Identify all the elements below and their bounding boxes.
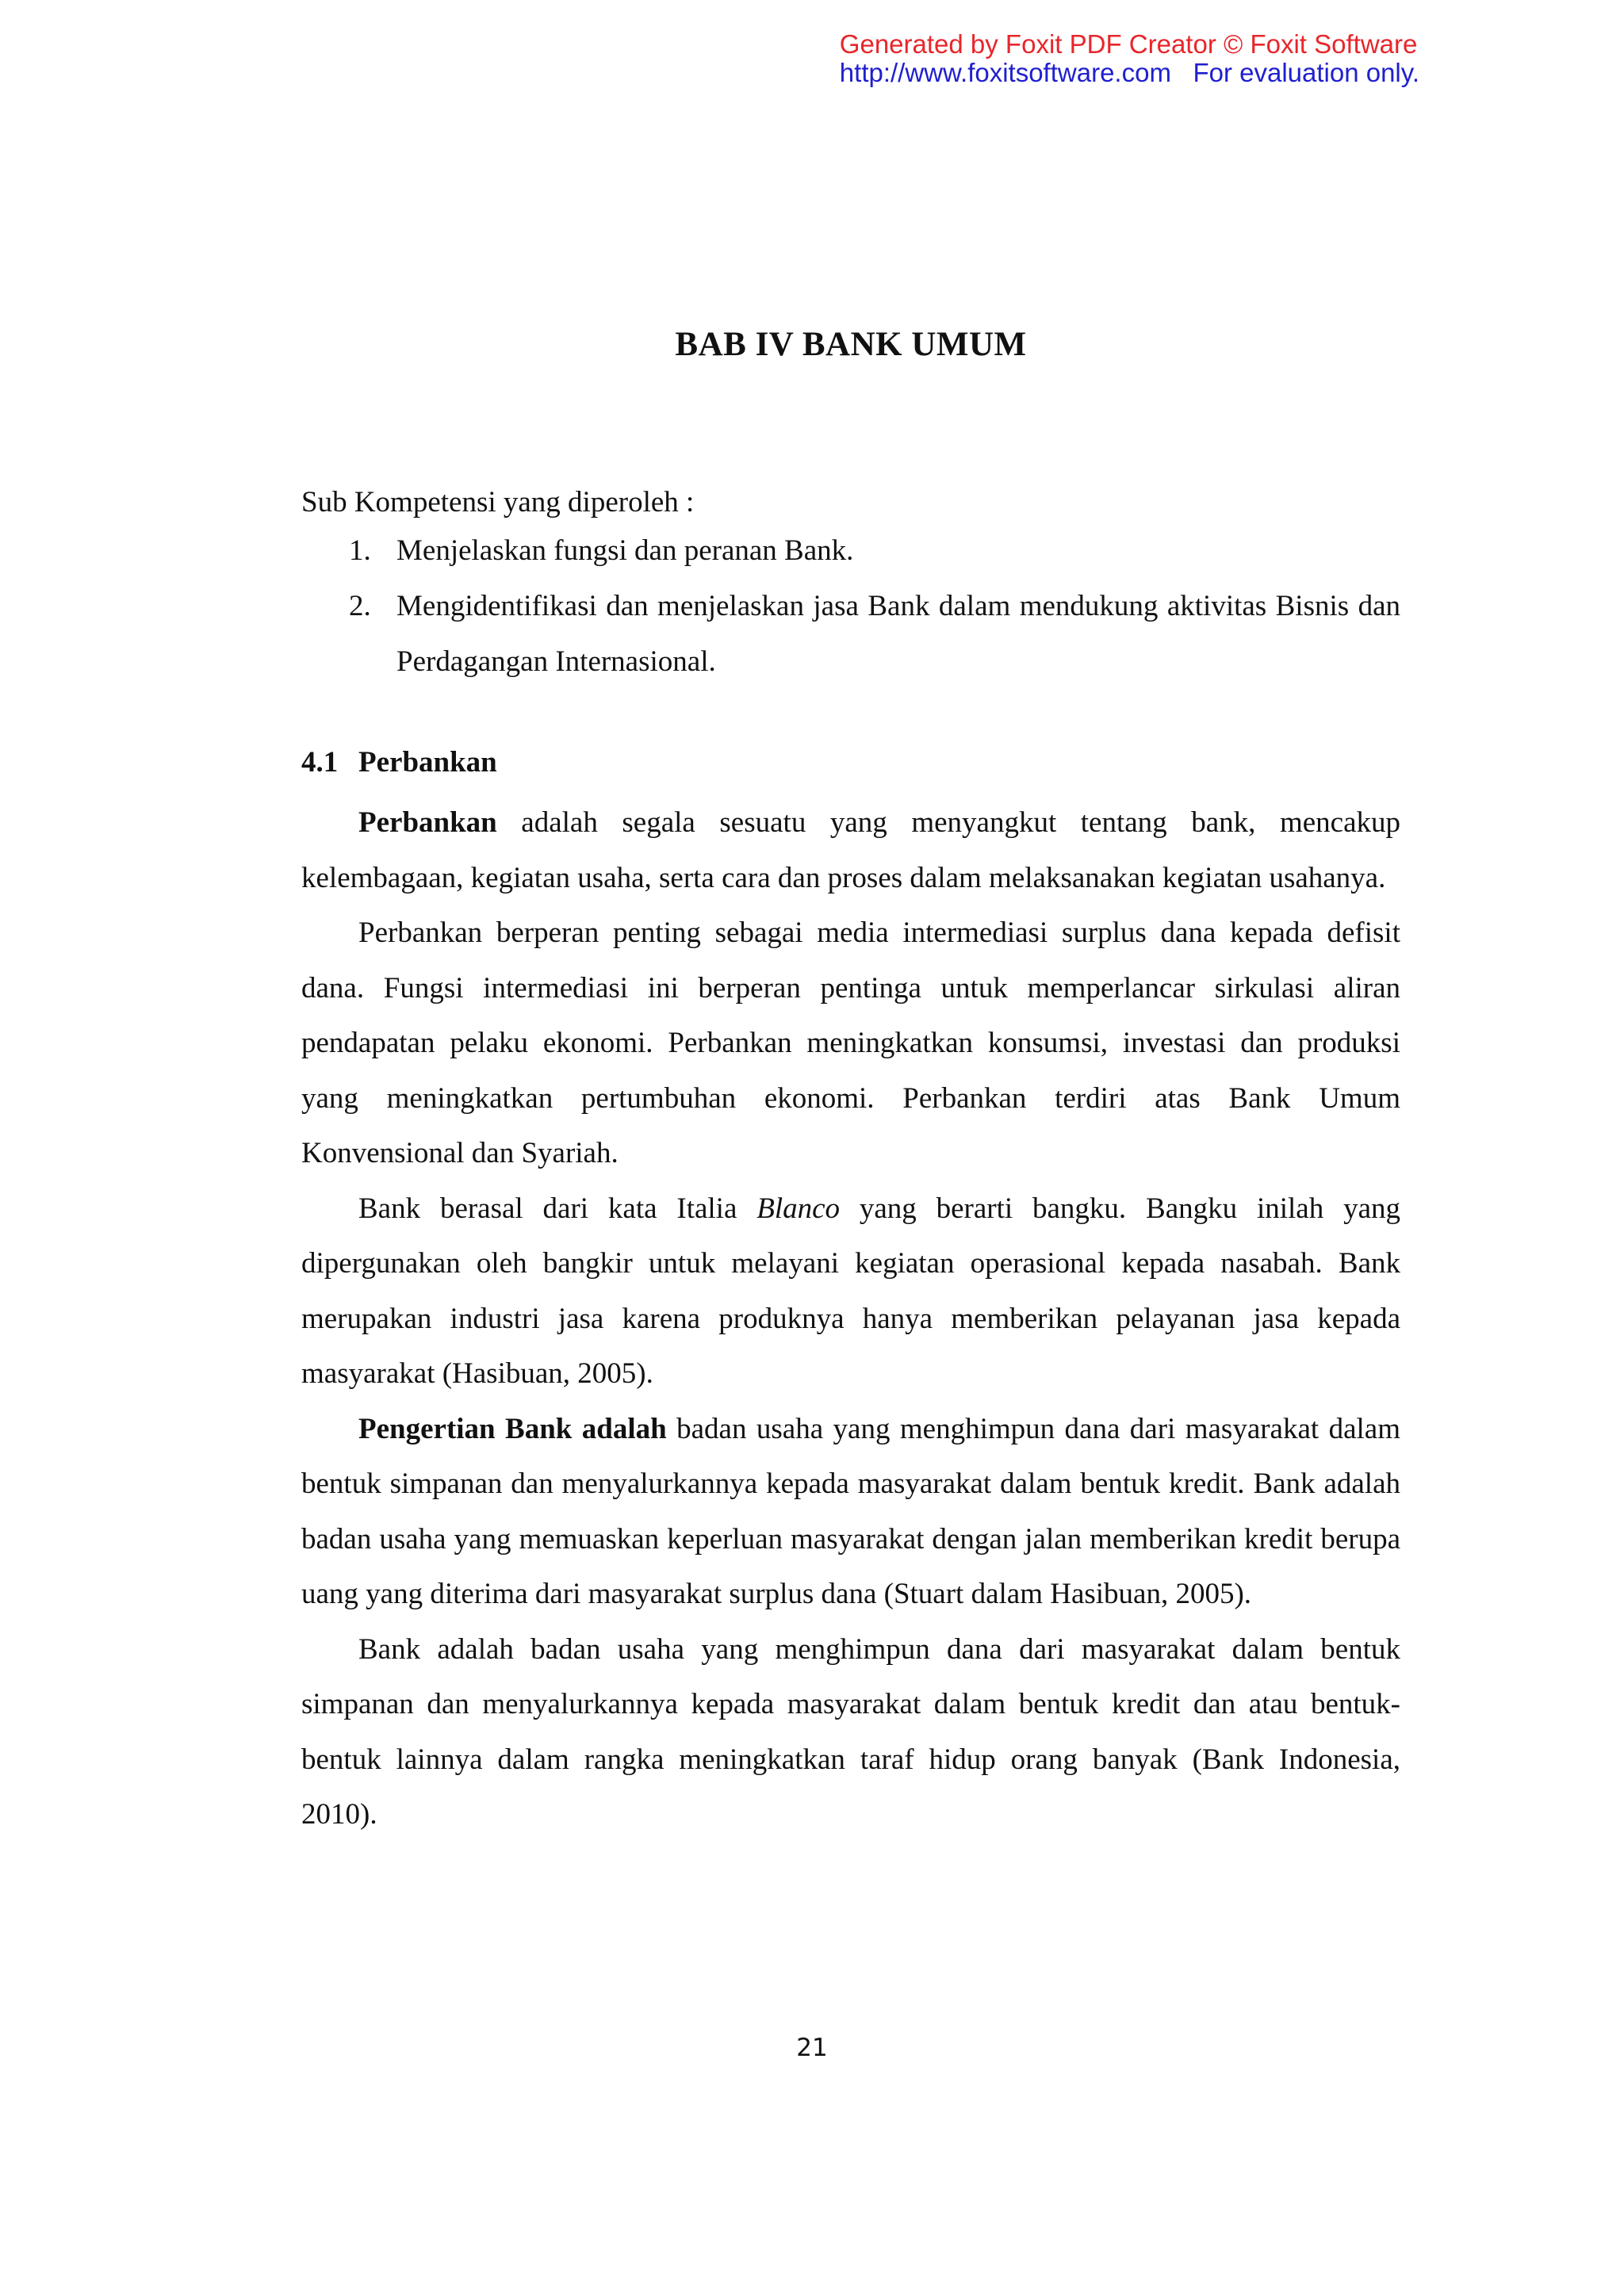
body-text bbox=[301, 795, 1400, 1843]
list-item-number: 2. bbox=[349, 590, 371, 622]
foxit-watermark bbox=[840, 30, 1419, 87]
italic-term: Blanco bbox=[756, 1192, 841, 1225]
watermark-line-1: Generated by Foxit PDF Creator © Foxit Software bbox=[839, 29, 1418, 59]
paragraph-bank-indonesia: Bank adalah badan usaha yang menghimpun dana dari masyarakat dalam bentuk simpanan dan menyalurkannya kepada masyarakat dalam bentuk kredit dan atau bentuk-bentuk lainnya dalam rangka meningkatkan taraf hidup orang banyak (Bank Indonesia, 2010). bbox=[301, 1632, 1400, 1831]
watermark-line-2: http://www.foxitsoftware.com For evaluation only. bbox=[839, 58, 1419, 87]
list-item-text: Mengidentifikasi dan menjelaskan jasa Bank dalam mendukung aktivitas Bisnis dan Perdagangan Internasional. bbox=[396, 590, 1400, 678]
list-item-number: 1. bbox=[349, 534, 371, 567]
kompetensi-list bbox=[301, 523, 1400, 690]
list-item bbox=[301, 579, 1400, 690]
chapter-title: BAB IV BANK UMUM bbox=[675, 326, 1027, 363]
list-item-text: Menjelaskan fungsi dan peranan Bank. bbox=[396, 534, 854, 567]
bold-term: Pengertian Bank adalah bbox=[358, 1412, 667, 1445]
paragraph-text: badan usaha yang menghimpun dana dari masyarakat dalam bentuk simpanan dan menyalurkannya kepada masyarakat dalam bentuk kredit. Bank adalah badan usaha yang memuaskan keperluan masyarakat dengan jalan memberikan kredit berupa uang yang diterima dari masyarakat surplus dana (Stuart dalam Hasibuan, 2005). bbox=[301, 1412, 1400, 1610]
page-number: 21 bbox=[796, 2034, 828, 2062]
paragraph-text: adalah segala sesuatu yang menyangkut tentang bank, mencakup kelembagaan, kegiatan usaha, serta cara dan proses dalam melaksanakan kegiatan usahanya. bbox=[301, 806, 1400, 894]
sub-kompetensi-heading: Sub Kompetensi yang diperoleh : bbox=[301, 486, 695, 519]
section-heading bbox=[301, 745, 497, 779]
section-number: 4.1 bbox=[301, 746, 339, 779]
paragraph-pengertian-bank bbox=[301, 1402, 1400, 1622]
paragraph-text: Bank berasal dari kata Italia bbox=[358, 1192, 757, 1225]
paragraph-intermediasi: Perbankan berperan penting sebagai media intermediasi surplus dana kepada defisit dana. Fungsi intermediasi ini berperan pentinga untuk memperlancar sirkulasi aliran pendapatan pelaku ekonomi. Perbankan meningkatkan konsumsi, investasi dan produksi yang meningkatkan pertumbuhan ekonomi. Perbankan terdiri atas Bank Umum Konvensional dan Syariah. bbox=[301, 916, 1400, 1169]
paragraph-text: yang berarti bangku. Bangku inilah yang dipergunakan oleh bangkir untuk melayani kegiatan operasional kepada nasabah. Bank merupakan industri jasa karena produknya hanya memberikan pelayanan jasa kepada masyarakat (Hasibuan, 2005). bbox=[301, 1192, 1400, 1390]
section-title: Perbankan bbox=[358, 746, 497, 779]
bold-term: Perbankan bbox=[358, 806, 497, 839]
paragraph-perbankan-definition bbox=[301, 795, 1400, 905]
paragraph-etimologi bbox=[301, 1181, 1400, 1402]
list-item bbox=[301, 523, 1400, 579]
